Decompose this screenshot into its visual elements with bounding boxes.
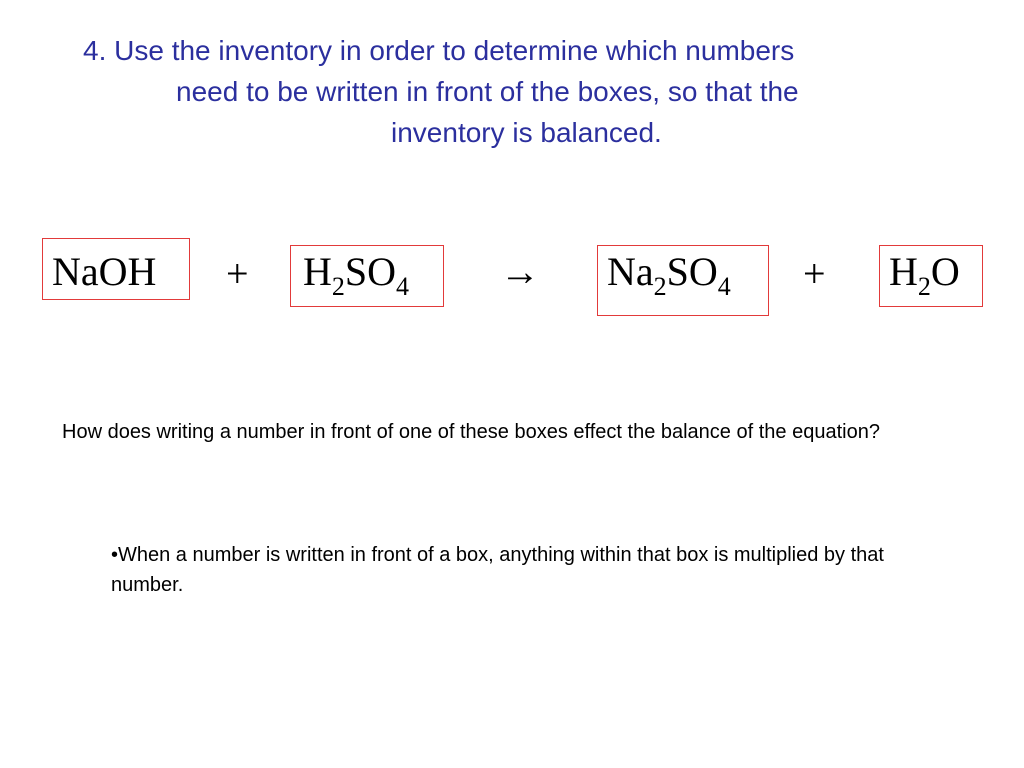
title-line-2: need to be written in front of the boxes, so that the [176, 76, 799, 107]
na2so4-part-so: SO [666, 249, 718, 294]
plus-sign-1: + [226, 251, 249, 296]
title-line-3: inventory is balanced. [391, 117, 662, 148]
question-text: How does writing a number in front of one of these boxes effect the balance of the equation? [62, 421, 880, 443]
plus-sign-2: + [803, 251, 826, 296]
title-line-1: 4. Use the inventory in order to determine which numbers [83, 35, 795, 66]
naoh-text: NaOH [52, 249, 157, 294]
reaction-arrow: → [500, 249, 540, 294]
h2o-formula [889, 249, 960, 301]
h2so4-sub-4: 4 [396, 272, 410, 301]
slide-title [0, 30, 1024, 153]
na2so4-part-na: Na [607, 249, 654, 294]
na2so4-sub-4: 4 [717, 272, 731, 301]
h2o-part-h: H [889, 249, 918, 294]
h2so4-sub-2: 2 [331, 272, 345, 301]
h2so4-part-so: SO [344, 249, 397, 294]
naoh-formula [52, 249, 157, 294]
h2o-part-o: O [930, 249, 960, 294]
answer-bullet: •When a number is written in front of a box, anything within that box is multiplied by that number. [111, 544, 884, 596]
h2so4-formula [303, 249, 410, 301]
na2so4-formula [607, 249, 731, 301]
na2so4-sub-2: 2 [653, 272, 667, 301]
h2so4-part-h: H [303, 249, 332, 294]
h2o-sub-2: 2 [917, 272, 931, 301]
